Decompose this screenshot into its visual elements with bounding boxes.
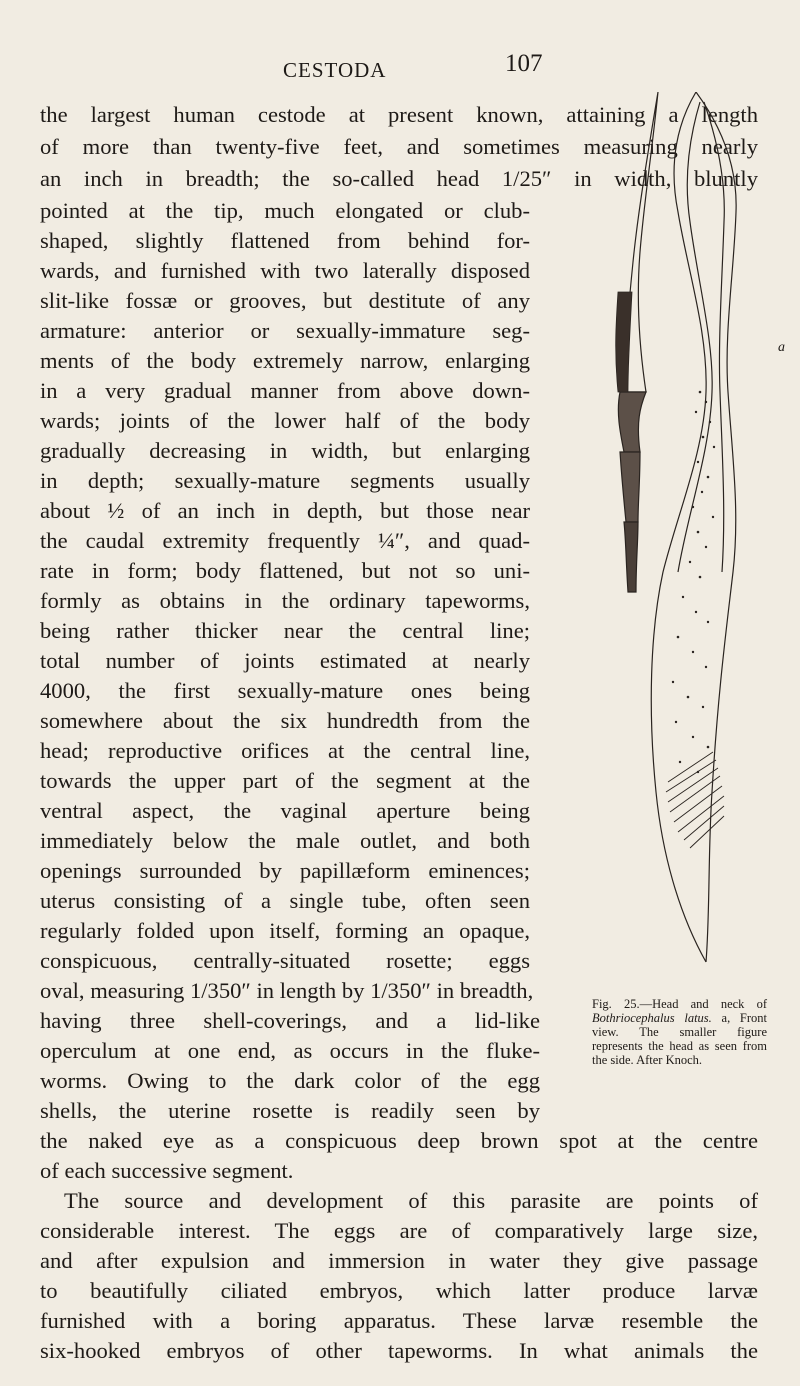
text-line: shells, the uterine rosette is readily seen by (40, 1098, 540, 1123)
caption-prefix: Fig. 25.—Head and neck of (592, 997, 767, 1011)
text-line: shaped, slightly flattened from behind for- (40, 228, 530, 253)
text-line: furnished with a boring apparatus. These larvæ resemble the (40, 1308, 758, 1333)
text-line: considerable interest. The eggs are of comparatively large size, (40, 1218, 758, 1243)
text-line: oval, measuring 1/350″ in length by 1/350″ in breadth, (40, 978, 534, 1003)
text-line: of each successive segment. (40, 1158, 294, 1183)
text-line: wards; joints of the lower half of the body (40, 408, 530, 433)
figure-caption (592, 997, 767, 1067)
text-line: and after expulsion and immersion in water they give passage (40, 1248, 758, 1273)
text-line: total number of joints estimated at nearly (40, 648, 530, 673)
text-line: ments of the body extremely narrow, enlarging (40, 348, 530, 373)
text-line: of more than twenty-five feet, and sometimes measuring nearly (40, 134, 758, 159)
text-line: the caudal extremity frequently ¼″, and quad- (40, 528, 530, 553)
text-line: the largest human cestode at present known, attaining a length (40, 102, 758, 127)
text-line: armature: anterior or sexually-immature seg- (40, 318, 530, 343)
tapeworm-head-illustration (528, 92, 788, 1022)
text-line: regularly folded upon itself, forming an opaque, (40, 918, 530, 943)
text-line: head; reproductive orifices at the central line, (40, 738, 530, 763)
text-line: towards the upper part of the segment at the (40, 768, 530, 793)
front-view-drawing (651, 92, 736, 962)
text-line: in a very gradual manner from above down- (40, 378, 530, 403)
text-line: gradually decreasing in width, but enlarging (40, 438, 530, 463)
text-line: having three shell-coverings, and a lid-like (40, 1008, 540, 1033)
text-line: operculum at one end, as occurs in the fluke- (40, 1038, 540, 1063)
running-head: CESTODA (283, 58, 387, 82)
text-line: ventral aspect, the vaginal aperture being (40, 798, 530, 823)
text-line: immediately below the male outlet, and both (40, 828, 530, 853)
side-view-drawing (616, 92, 658, 592)
text-line: openings surrounded by papillæform eminences; (40, 858, 530, 883)
text-line: rate in form; body flattened, but not so uni- (40, 558, 530, 583)
text-line: in depth; sexually-mature segments usually (40, 468, 530, 493)
text-line: an inch in breadth; the so-called head 1/25″ in width, bluntly (40, 166, 758, 191)
text-line: about ½ of an inch in depth, but those near (40, 498, 530, 523)
text-line: somewhere about the six hundredth from the (40, 708, 530, 733)
text-line: 4000, the first sexually-mature ones being (40, 678, 530, 703)
text-line: conspicuous, centrally-situated rosette; eggs (40, 948, 530, 973)
text-line: the naked eye as a conspicuous deep brown spot at the centre (40, 1128, 758, 1153)
caption-rest: a, Front view. The smaller figure represents the head as seen from the side. After Knoch. (592, 1011, 767, 1067)
text-line: wards, and furnished with two laterally disposed (40, 258, 530, 283)
text-line: formly as obtains in the ordinary tapeworms, (40, 588, 530, 613)
figure-bothriocephalus-head (528, 92, 708, 1022)
text-line: being rather thicker near the central line; (40, 618, 530, 643)
text-line: uterus consisting of a single tube, often seen (40, 888, 530, 913)
figure-label-a: a (778, 340, 785, 355)
text-line: The source and development of this parasite are points of (64, 1188, 758, 1213)
text-line: six-hooked embryos of other tapeworms. In what animals the (40, 1338, 758, 1363)
page-number: 107 (505, 50, 543, 77)
text-line: slit-like fossæ or grooves, but destitute of any (40, 288, 530, 313)
caption-species: Bothriocephalus latus. (592, 1011, 712, 1025)
text-line: worms. Owing to the dark color of the egg (40, 1068, 540, 1093)
text-line: to beautifully ciliated embryos, which latter produce larvæ (40, 1278, 758, 1303)
text-line: pointed at the tip, much elongated or club- (40, 198, 530, 223)
